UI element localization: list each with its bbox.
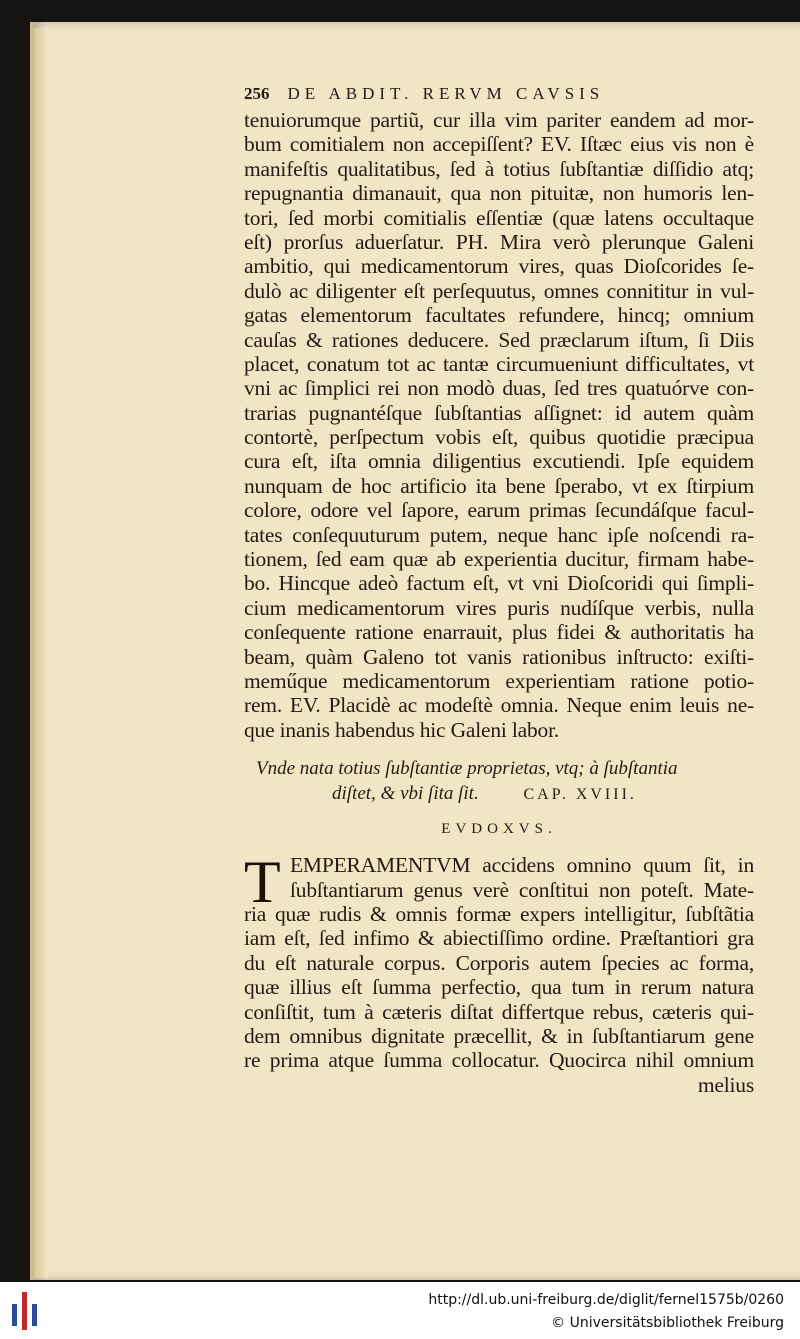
text-line: EMPERAMENTVM accidens omnino quum ſit, in bbox=[290, 853, 754, 878]
text-line: ria quæ rudis & omnis formæ expers intelligitur, ſubſtãtia bbox=[244, 901, 754, 926]
text-line: quæ illius eſt ſumma perfectio, qua tum in rerum natura bbox=[244, 975, 754, 1000]
chapter-heading-line2-wrap bbox=[244, 781, 754, 807]
text-line: ſubſtantiarum genus verè conſtitui non poteſt. Mate- bbox=[290, 877, 754, 902]
text-line: colore, odore vel ſapore, earum primas ſecundáſque facul- bbox=[244, 498, 754, 523]
text-line: eſt) prorſus aduerſatur. PH. Mira verò plerunque Galeni bbox=[244, 229, 754, 254]
chapter-heading bbox=[244, 756, 754, 807]
text-line: tionem, ſed eam quæ ab experientia ducitur, firmam habe- bbox=[244, 547, 754, 572]
text-line: dem omnibus dignitate præcellit, & in ſubſtantiarum gene bbox=[244, 1023, 754, 1048]
speaker-name: EVDOXVS. bbox=[441, 821, 557, 838]
text-line: cium medicamentorum vires puris nudíſque verbis, nulla bbox=[244, 595, 754, 620]
catchword: melius bbox=[697, 1072, 754, 1097]
text-line: trarias pugnantéſque ſubſtantias aſſignet: id autem quàm bbox=[244, 400, 754, 425]
source-url-link[interactable]: http://dl.ub.uni-freiburg.de/diglit/fernel1575b/0260 bbox=[428, 1292, 784, 1308]
text-line: tori, ſed morbi comitialis eſſentiæ (quæ latens occultaque bbox=[244, 205, 754, 230]
text-line: rem. EV. Placidè ac modeſtè omnia. Neque enim leuis ne- bbox=[244, 693, 754, 718]
copyright-text: © Universitätsbibliothek Freiburg bbox=[551, 1315, 784, 1331]
text-line: contortè, perſpectum vobis eſt, quibus quotidie præcipua bbox=[244, 425, 754, 450]
text-block bbox=[244, 84, 754, 1097]
section-two-lines bbox=[244, 849, 754, 1073]
text-line: repugnantia dimanauit, qua non pituitæ, non humoris len- bbox=[244, 181, 754, 206]
text-line: conſequente ratione enarrauit, plus fidei & authoritatis ha bbox=[244, 620, 754, 645]
text-line: cauſas & rationes deducere. Sed præclarum iſtum, ſi Diis bbox=[244, 327, 754, 352]
page-number: 256 bbox=[244, 84, 270, 103]
text-line: re prima atque ſumma collocatur. Quocirca nihil omnium bbox=[244, 1048, 754, 1073]
text-line: bum comitialem non accepiſſent? EV. Iſtæc eius vis non è bbox=[244, 132, 754, 157]
text-line: nunquam de hoc artificio ita bene ſperabo, vt ex ſtirpium bbox=[244, 473, 754, 498]
text-line: conſiſtit, tum à cæteris diſtat differtque rebus, cæteris qui- bbox=[244, 999, 754, 1024]
text-line: gatas elementorum facultates refundere, hincq; omnium bbox=[244, 303, 754, 328]
footer-bar bbox=[0, 1282, 800, 1339]
text-line: manifeſtis qualitatibus, ſed à totius ſubſtantiæ diſſidio atq; bbox=[244, 156, 754, 181]
text-line: que inanis habendus hic Galeni labor. bbox=[244, 717, 560, 742]
body-paragraph bbox=[244, 108, 754, 742]
text-line: cura eſt, iſta omnia diligentius excutiendi. Ipſe equidem bbox=[244, 449, 754, 474]
drop-initial: T bbox=[244, 849, 281, 916]
running-title: DE ABDIT. RERVM CAVSIS bbox=[287, 84, 605, 103]
page-gutter-shadow bbox=[34, 28, 48, 1278]
library-logo-icon bbox=[12, 1292, 50, 1330]
text-line: placet, conatum tot ac tantæ circumueniunt difficultates, vt bbox=[244, 351, 754, 376]
text-line: iam eſt, ſed infimo & abiectiſſimo ordine. Præſtantiori gra bbox=[244, 926, 754, 951]
section-two bbox=[244, 849, 754, 1097]
chapter-heading-line1: Vnde nata totius ſubſtantiæ proprietas, vtq; à ſubſtantia bbox=[256, 758, 678, 780]
text-line: bo. Hincque adeò factum eſt, vt vni Dioſcoridi qui ſimpli- bbox=[244, 571, 754, 596]
text-line: tenuiorumque partiũ, cur illa vim pariter eandem ad mor- bbox=[244, 108, 754, 132]
chapter-number: CAP. XVIII. bbox=[523, 786, 637, 804]
text-line: meműque medicamentorum experientiam ratione potio- bbox=[244, 668, 754, 693]
chapter-heading-line2: diſtet, & vbi ſita ſit. bbox=[332, 783, 479, 805]
running-head bbox=[244, 84, 754, 108]
text-line: ambitio, qui medicamentorum vires, quas Dioſcorides ſe- bbox=[244, 254, 754, 279]
text-line: tates conſequuturum putem, neque hanc ipſe noſcendi ra- bbox=[244, 522, 754, 547]
text-line: beam, quàm Galeno tot vanis rationibus inſtructo: exiſti- bbox=[244, 644, 754, 669]
text-line: vni ac ſimplici rei non modò duas, ſed tres quatuórve con- bbox=[244, 376, 754, 401]
text-line: dulò ac diligenter eſt perſequutus, omnes connititur in vul- bbox=[244, 278, 754, 303]
text-line: du eſt naturale corpus. Corporis autem ſpecies ac forma, bbox=[244, 950, 754, 975]
